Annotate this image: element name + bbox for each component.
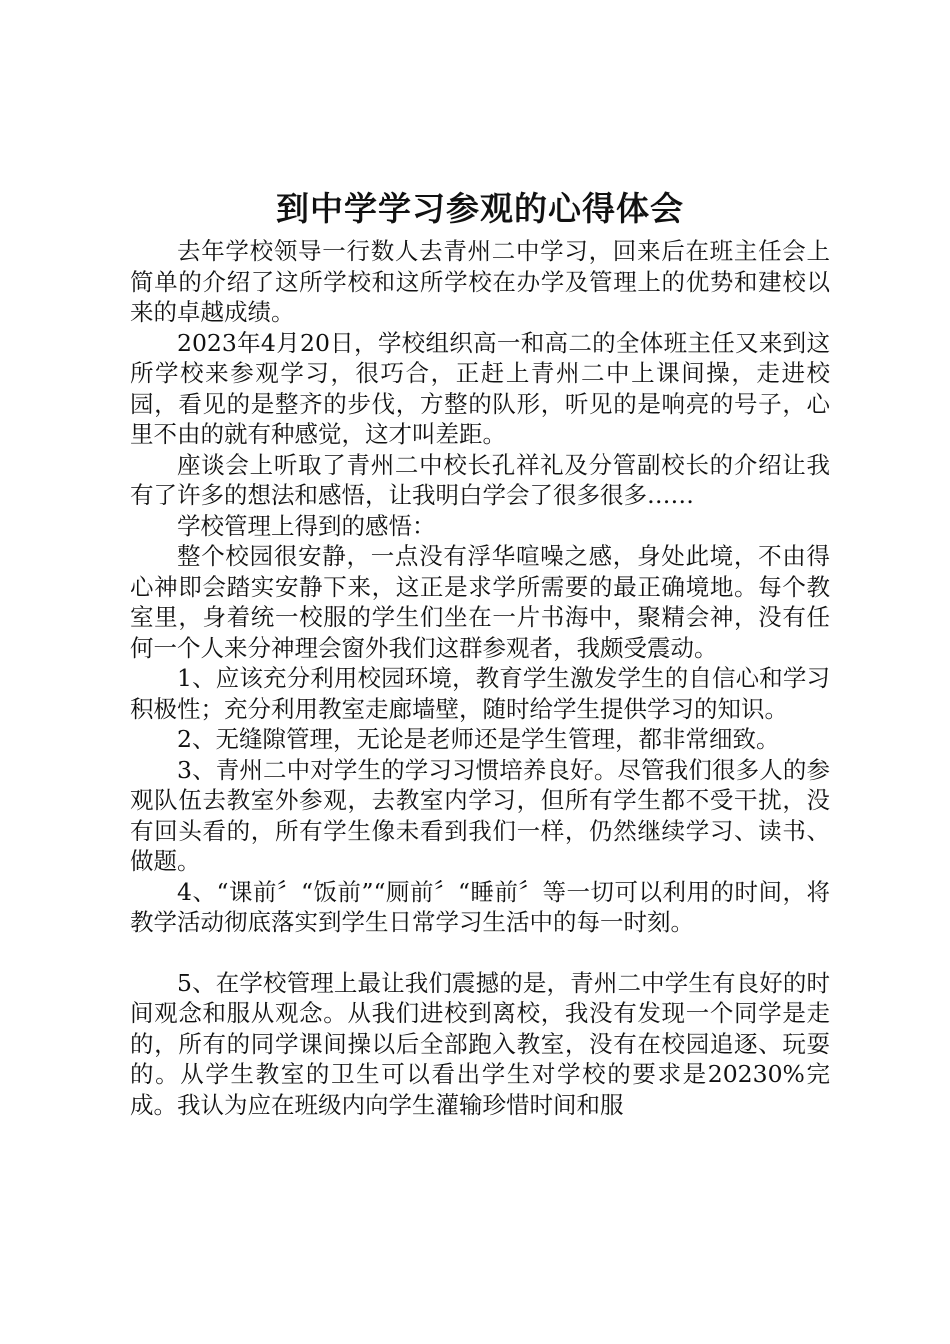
paragraph-point-4: 4、“课前〞“饭前”“厕前〞“睡前〞等一切可以利用的时间，将教学活动彻底落实到学生日常学习生活中的每一时刻。 — [130, 877, 830, 936]
paragraph-point-5: 5、在学校管理上最让我们震撼的是，青州二中学生有良好的时间观念和服从观念。从我们进校到离校，我没有发现一个同学是走的，所有的同学课间操以后全部跑入教室，没有在校园追逐、玩耍的。从学生教室的卫生可以看出学生对学校的要求是20230%完成。我认为应在班级内向学生灌输珍惜时间和服 — [130, 968, 830, 1119]
paragraph-section-heading: 学校管理上得到的感悟： — [177, 511, 436, 540]
paragraph-visit-date: 2023年4月20日，学校组织高一和高二的全体班主任又来到这所学校来参观学习，很巧合，正赶上青州二中上课间操，走进校园，看见的是整齐的步伐，方整的队形，听见的是响亮的号子，心里不由的就有种感觉，这才叫差距。 — [130, 328, 830, 448]
paragraph-point-1: 1、应该充分利用校园环境，教育学生激发学生的自信心和学习积极性；充分利用教室走廊墙壁，随时给学生提供学习的知识。 — [130, 664, 830, 723]
paragraph-spacer — [130, 938, 830, 968]
document-title: 到中学学习参观的心得体会 — [276, 189, 684, 228]
paragraph-point-2: 2、无缝隙管理，无论是老师还是学生管理，都非常细致。 — [177, 725, 780, 753]
paragraph-campus: 整个校园很安静，一点没有浮华喧噪之感，身处此境，不由得心神即会踏实安静下来，这正是求学所需要的最正确境地。每个教室里，身着统一校服的学生们坐在一片书海中，聚精会神，没有任何一个人来分神理会窗外我们这群参观者，我颇受震动。 — [130, 542, 830, 662]
document-page — [130, 185, 830, 1120]
paragraph-symposium: 座谈会上听取了青州二中校长孔祥礼及分管副校长的介绍让我有了许多的想法和感悟，让我明白学会了很多很多…… — [130, 450, 830, 509]
paragraph-intro: 去年学校领导一行数人去青州二中学习，回来后在班主任会上简单的介绍了这所学校和这所学校在办学及管理上的优势和建校以来的卓越成绩。 — [130, 237, 830, 326]
paragraph-point-3: 3、青州二中对学生的学习习惯培养良好。尽管我们很多人的参观队伍去教室外参观，去教室内学习，但所有学生都不受干扰，没有回头看的，所有学生像未看到我们一样，仍然继续学习、读书、做题。 — [130, 755, 830, 875]
